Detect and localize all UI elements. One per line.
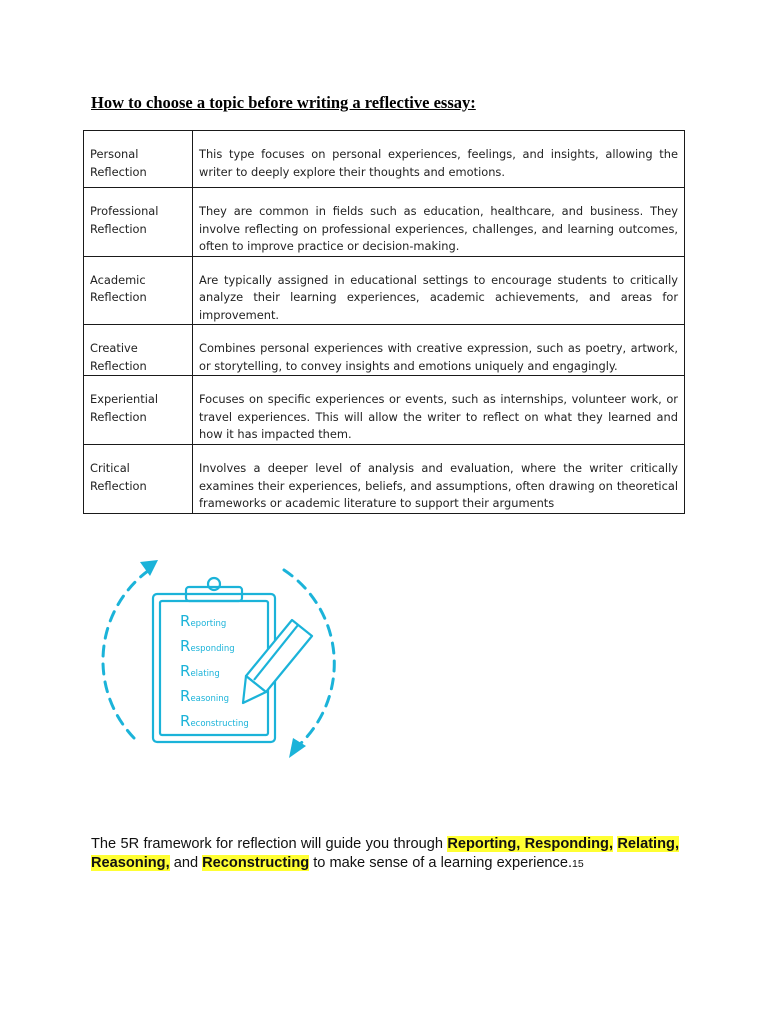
footnote-number: 15 (572, 857, 584, 870)
topic-description-cell: This type focuses on personal experiences, feelings, and insights, allowing the writer to deeply explore their thoughts and emotions. (193, 131, 685, 188)
highlight-reasoning: Reasoning, (91, 854, 170, 871)
table-row (84, 376, 685, 445)
topic-type-cell: Experiential Reflection (84, 376, 193, 445)
topic-type-cell: Creative Reflection (84, 325, 193, 376)
five-r-item: Relating (180, 662, 220, 680)
five-r-item: Reasoning (180, 687, 230, 705)
topic-type-cell: Professional Reflection (84, 188, 193, 257)
topic-description-cell: Involves a deeper level of analysis and evaluation, where the writer critically examines their experiences, beliefs, and assumptions, often drawing on theoretical frameworks or academic literature to support their arguments (193, 445, 685, 514)
five-r-paragraph (91, 835, 679, 873)
page-heading: How to choose a topic before writing a reflective essay: (91, 93, 476, 112)
table-row (84, 325, 685, 376)
table-row (84, 445, 685, 514)
pencil-icon (243, 620, 312, 703)
five-r-list (180, 612, 249, 730)
five-r-clipboard-illustration (86, 548, 346, 766)
highlight-relating: Relating (617, 836, 675, 852)
highlight-reporting-responding: Reporting, Responding, (447, 836, 614, 852)
highlight-reconstructing: Reconstructing (202, 854, 310, 871)
topic-description-cell: Focuses on specific experiences or events, such as internships, volunteer work, or travel experiences. This will allow the writer to reflect on what they learned and how it has impacted them. (193, 376, 685, 445)
table-row (84, 131, 685, 188)
highlight-comma: , (674, 836, 680, 852)
clipboard-icon (153, 578, 275, 742)
paragraph-and: and (173, 854, 199, 871)
topic-description-cell: Are typically assigned in educational settings to encourage students to critically analyze their learning experiences, academic achievements, and areas for improvement. (193, 256, 685, 325)
paragraph-intro: The 5R framework for reflection will guide you through (91, 836, 448, 852)
table-row (84, 188, 685, 257)
five-r-item: Reconstructing (180, 712, 249, 730)
topic-type-cell: Personal Reflection (84, 131, 193, 188)
five-r-item: Reporting (180, 612, 227, 630)
table-row (84, 256, 685, 325)
topic-type-cell: Academic Reflection (84, 256, 193, 325)
topic-type-cell: Critical Reflection (84, 445, 193, 514)
five-r-item: Responding (180, 637, 235, 655)
topic-description-cell: Combines personal experiences with creative expression, such as poetry, artwork, or storytelling, to convey insights and emotions uniquely and engagingly. (193, 325, 685, 376)
topic-description-cell: They are common in fields such as education, healthcare, and business. They involve reflecting on professional experiences, challenges, and learning outcomes, often to improve practice or decision-making. (193, 188, 685, 257)
paragraph-outro: to make sense of a learning experience. (309, 854, 573, 871)
reflection-types-table (83, 130, 685, 514)
